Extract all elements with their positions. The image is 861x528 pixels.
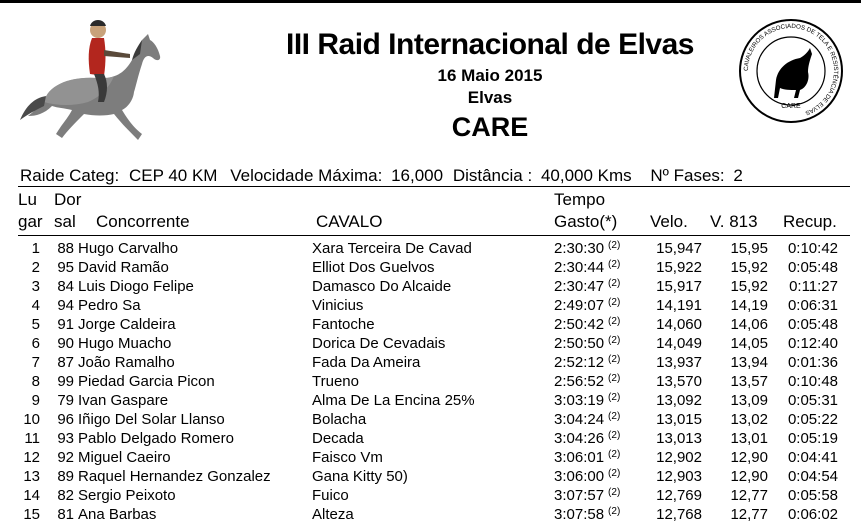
cell-velocity: 15,917 [656, 278, 702, 295]
event-date: 16 Maio 2015 [437, 66, 543, 85]
cell-time-value: 3:06:01 [554, 449, 605, 466]
cell-time-value: 3:03:19 [554, 392, 605, 409]
cell-position: 14 [23, 487, 40, 504]
category-label: Raide Categ: [20, 166, 120, 185]
cell-horse: Decada [312, 430, 364, 447]
cell-dorsal: 82 [57, 487, 74, 504]
cell-time [554, 335, 620, 352]
cell-time-note: (2) [608, 487, 621, 498]
cell-time-value: 2:50:50 [554, 335, 605, 352]
table-row [0, 240, 861, 259]
cell-competitor: Piedad Garcia Picon [78, 373, 215, 390]
cell-competitor: Hugo Muacho [78, 335, 172, 352]
cell-recovery: 0:05:48 [787, 259, 838, 276]
cell-time [554, 240, 620, 257]
cell-horse: Fantoche [312, 316, 375, 333]
cell-v813: 13,09 [730, 392, 768, 409]
results-table-body [0, 240, 861, 525]
cell-horse: Fuico [312, 487, 349, 504]
cell-velocity: 13,570 [656, 373, 702, 390]
cell-v813: 14,06 [730, 316, 768, 333]
header-rule-bottom [18, 235, 850, 236]
col-tempo-bottom: Gasto(*) [554, 212, 618, 231]
phases-value: 2 [733, 166, 743, 185]
table-row [0, 316, 861, 335]
cell-time-value: 3:06:00 [554, 468, 605, 485]
table-row [0, 278, 861, 297]
table-row [0, 487, 861, 506]
cell-time-note: (2) [608, 240, 621, 251]
cell-competitor: Ivan Gaspare [78, 392, 169, 409]
cell-time-value: 2:52:12 [554, 354, 605, 371]
cell-position: 1 [31, 240, 40, 257]
cell-dorsal: 99 [57, 373, 74, 390]
category-value: CEP 40 KM [128, 166, 218, 185]
cell-time-note: (2) [608, 411, 621, 422]
cell-v813: 14,19 [730, 297, 768, 314]
table-row [0, 411, 861, 430]
cell-recovery: 0:12:40 [787, 335, 838, 352]
cell-velocity: 12,769 [656, 487, 702, 504]
cell-competitor: David Ramão [78, 259, 169, 276]
cell-competitor: Luis Diogo Felipe [78, 278, 194, 295]
cell-v813: 14,05 [730, 335, 768, 352]
cell-time [554, 506, 620, 523]
cell-time-value: 3:04:24 [554, 411, 605, 428]
cell-v813: 13,57 [730, 373, 768, 390]
cell-position: 10 [23, 411, 40, 428]
cell-time-note: (2) [608, 354, 621, 365]
cell-competitor: Pedro Sa [78, 297, 141, 314]
cell-time [554, 449, 620, 466]
cell-dorsal: 95 [57, 259, 74, 276]
cell-dorsal: 91 [57, 316, 74, 333]
cell-time [554, 278, 620, 295]
cell-velocity: 14,191 [656, 297, 702, 314]
cell-dorsal: 92 [57, 449, 74, 466]
seal-ring-text: CAVALEIROS ASSOCIADOS DE TELA E RESISTÊNCIA DE ELVAS [742, 22, 840, 117]
cell-position: 13 [23, 468, 40, 485]
cell-time [554, 430, 620, 447]
cell-time [554, 316, 620, 333]
cell-recovery: 0:06:02 [787, 506, 838, 523]
cell-time-value: 2:30:44 [554, 259, 605, 276]
cell-time-value: 2:30:30 [554, 240, 605, 257]
table-row [0, 430, 861, 449]
cell-dorsal: 88 [57, 240, 74, 257]
cell-recovery: 0:01:36 [787, 354, 838, 371]
care-seal-logo [738, 18, 844, 124]
cell-competitor: João Ramalho [78, 354, 175, 371]
cell-position: 8 [31, 373, 40, 390]
cell-time [554, 392, 620, 409]
col-recup: Recup. [783, 212, 837, 231]
cell-recovery: 0:05:22 [787, 411, 838, 428]
cell-time-note: (2) [608, 373, 621, 384]
cell-v813: 15,95 [730, 240, 768, 257]
cell-time-value: 2:30:47 [554, 278, 605, 295]
cell-competitor: Hugo Carvalho [78, 240, 179, 257]
cell-recovery: 0:05:58 [787, 487, 838, 504]
cell-position: 15 [23, 506, 40, 523]
cell-v813: 13,01 [730, 430, 768, 447]
cell-horse: Vinicius [312, 297, 364, 314]
cell-horse: Faisco Vm [312, 449, 383, 466]
col-tempo-top: Tempo [554, 190, 606, 209]
cell-horse: Bolacha [312, 411, 367, 428]
cell-horse: Dorica De Cevadais [312, 335, 446, 352]
cell-time-value: 3:07:58 [554, 506, 605, 523]
cell-position: 12 [23, 449, 40, 466]
table-row [0, 392, 861, 411]
cell-time [554, 487, 620, 504]
cell-velocity: 12,768 [656, 506, 702, 523]
cell-velocity: 13,937 [656, 354, 702, 371]
cell-horse: Alteza [312, 506, 354, 523]
cell-recovery: 0:10:42 [787, 240, 838, 257]
cell-v813: 12,90 [730, 449, 768, 466]
cell-horse: Trueno [312, 373, 359, 390]
cell-competitor: Sergio Peixoto [78, 487, 176, 504]
table-row [0, 354, 861, 373]
cell-dorsal: 90 [57, 335, 74, 352]
cell-horse: Elliot Dos Guelvos [312, 259, 435, 276]
event-place: Elvas [467, 88, 513, 107]
cell-competitor: Raquel Hernandez Gonzalez [78, 468, 271, 485]
cell-position: 7 [31, 354, 40, 371]
cell-recovery: 0:05:31 [787, 392, 838, 409]
cell-dorsal: 94 [57, 297, 74, 314]
cell-velocity: 14,060 [656, 316, 702, 333]
cell-time-value: 3:07:57 [554, 487, 605, 504]
table-row [0, 259, 861, 278]
col-dorsal-top: Dor [54, 190, 82, 209]
cell-v813: 13,02 [730, 411, 768, 428]
max-speed-value: 16,000 [391, 166, 444, 185]
cell-time-note: (2) [608, 449, 621, 460]
col-concorrente: Concorrente [96, 212, 190, 231]
cell-velocity: 15,922 [656, 259, 702, 276]
cell-time-note: (2) [608, 468, 621, 479]
table-row [0, 506, 861, 525]
cell-competitor: Iñigo Del Solar Llanso [78, 411, 225, 428]
cell-v813: 15,92 [730, 278, 768, 295]
event-organizer: CARE [451, 112, 529, 142]
cell-v813: 12,77 [730, 506, 768, 523]
cell-dorsal: 79 [57, 392, 74, 409]
cell-dorsal: 87 [57, 354, 74, 371]
cell-horse: Fada Da Ameira [312, 354, 421, 371]
document-header [0, 0, 861, 160]
cell-time-value: 2:50:42 [554, 316, 605, 333]
cell-recovery: 0:06:31 [787, 297, 838, 314]
cell-horse: Damasco Do Alcaide [312, 278, 452, 295]
cell-time [554, 411, 620, 428]
table-row [0, 373, 861, 392]
cell-velocity: 14,049 [656, 335, 702, 352]
seal-initials: CARE [781, 103, 801, 110]
cell-dorsal: 93 [57, 430, 74, 447]
cell-v813: 15,92 [730, 259, 768, 276]
cell-velocity: 13,092 [656, 392, 702, 409]
cell-recovery: 0:10:48 [787, 373, 838, 390]
col-cavalo: CAVALO [316, 212, 383, 231]
cell-horse: Gana Kitty 50) [312, 468, 408, 485]
cell-recovery: 0:11:27 [789, 278, 838, 295]
horse-rider-illustration [14, 10, 164, 150]
cell-position: 6 [31, 335, 40, 352]
cell-recovery: 0:04:54 [787, 468, 838, 485]
col-velo: Velo. [650, 212, 688, 231]
cell-time [554, 297, 620, 314]
race-info-line [20, 166, 850, 186]
event-title: III Raid Internacional de Elvas [286, 28, 694, 61]
header-rule-top [18, 186, 850, 187]
cell-recovery: 0:05:19 [787, 430, 838, 447]
cell-velocity: 15,947 [656, 240, 702, 257]
cell-time-note: (2) [608, 392, 621, 403]
cell-dorsal: 96 [57, 411, 74, 428]
col-lugar-bottom: gar [18, 212, 43, 231]
cell-time [554, 259, 620, 276]
cell-recovery: 0:05:48 [787, 316, 838, 333]
cell-time-note: (2) [608, 430, 621, 441]
cell-position: 3 [31, 278, 40, 295]
cell-position: 9 [31, 392, 40, 409]
table-row [0, 335, 861, 354]
distance-label: Distância : [452, 166, 533, 185]
cell-velocity: 13,013 [656, 430, 702, 447]
cell-velocity: 12,902 [656, 449, 702, 466]
cell-competitor: Ana Barbas [78, 506, 157, 523]
cell-time-note: (2) [608, 506, 621, 517]
cell-competitor: Miguel Caeiro [78, 449, 171, 466]
col-lugar-top: Lu [18, 190, 37, 209]
cell-competitor: Jorge Caldeira [78, 316, 176, 333]
cell-v813: 12,77 [730, 487, 768, 504]
cell-horse: Alma De La Encina 25% [312, 392, 475, 409]
cell-dorsal: 81 [57, 506, 74, 523]
cell-dorsal: 89 [57, 468, 74, 485]
cell-time [554, 354, 620, 371]
cell-velocity: 13,015 [656, 411, 702, 428]
cell-time [554, 468, 620, 485]
cell-position: 4 [31, 297, 40, 314]
cell-time [554, 373, 620, 390]
cell-competitor: Pablo Delgado Romero [78, 430, 234, 447]
cell-time-note: (2) [608, 335, 621, 346]
col-v813: V. 813 [710, 212, 758, 231]
cell-time-note: (2) [608, 278, 621, 289]
cell-velocity: 12,903 [656, 468, 702, 485]
cell-recovery: 0:04:41 [787, 449, 838, 466]
phases-label: Nº Fases: [650, 166, 725, 185]
cell-v813: 13,94 [730, 354, 768, 371]
col-dorsal-bottom: sal [54, 212, 76, 231]
cell-position: 5 [31, 316, 40, 333]
cell-time-value: 2:49:07 [554, 297, 605, 314]
max-speed-label: Velocidade Máxima: [230, 166, 383, 185]
cell-position: 2 [31, 259, 40, 276]
cell-time-value: 3:04:26 [554, 430, 605, 447]
cell-time-note: (2) [608, 259, 621, 270]
table-row [0, 297, 861, 316]
table-row [0, 449, 861, 468]
cell-horse: Xara Terceira De Cavad [312, 240, 472, 257]
distance-value: 40,000 Kms [540, 166, 632, 185]
cell-v813: 12,90 [730, 468, 768, 485]
cell-time-note: (2) [608, 297, 621, 308]
cell-dorsal: 84 [57, 278, 74, 295]
cell-time-note: (2) [608, 316, 621, 327]
table-row [0, 468, 861, 487]
cell-time-value: 2:56:52 [554, 373, 605, 390]
cell-position: 11 [24, 430, 40, 447]
